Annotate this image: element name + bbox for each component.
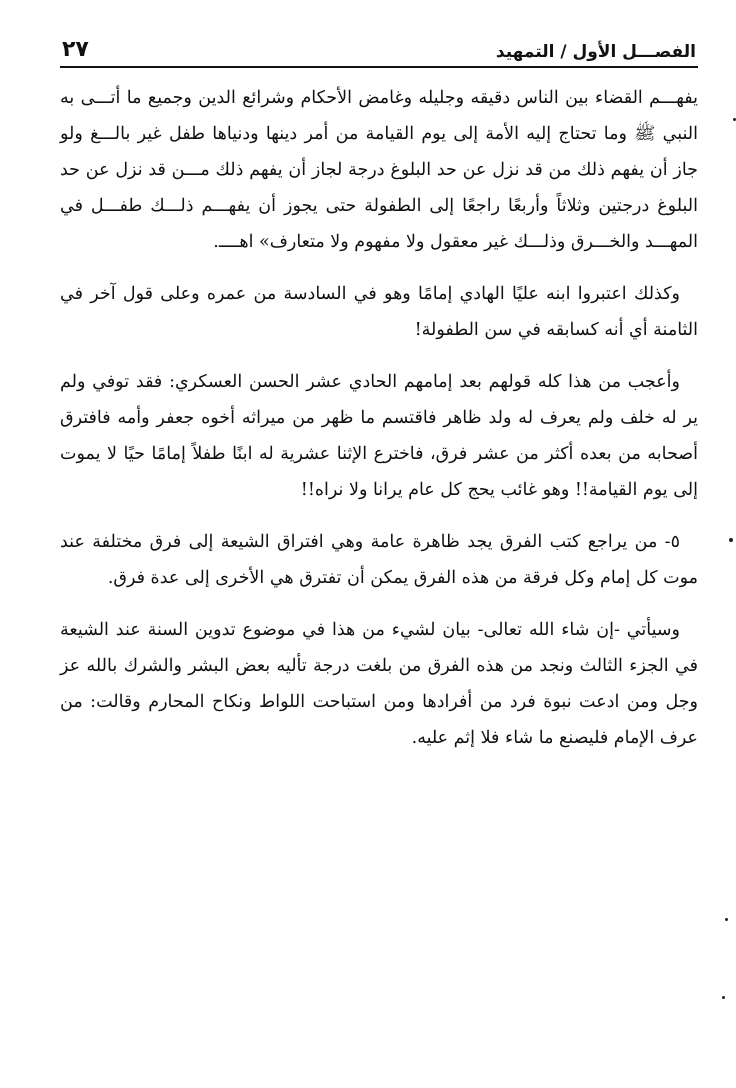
running-head: الفصـــل الأول / التمهيد [495, 42, 696, 62]
paragraph-1: يفهـــم القضاء بين الناس دقيقه وجليله وغامض الأحكام وشرائع الدين وجميع ما أتـــى به النبي ﷺ وما تحتاج إليه الأمة إلى يوم القيامة من أمر دينها ودنياها طفل غير بالـــغ ولو جاز أن يفهم ذلك من قد نزل عن حد البلوغ درجة لجاز أن يفهم ذلك مـــن قد نزل عن حد البلوغ درجتين وثلاثاً وأربعًا راجعًا إلى الطفولة حتى يجوز أن يفهـــم ذلـــك طفـــل في المهـــد والخـــرق وذلـــك غير معقول ولا مفهوم ولا متعارف» اهــــ. [60, 88, 698, 252]
paragraph-5: وسيأتي -إن شاء الله تعالى- بيان لشيء من هذا في موضوع تدوين السنة عند الشيعة في الجزء الثالث ونجد من هذه الفرق من بلغت درجة تأليه بعض البشر والشرك بالله عز وجل ومن ادعت نبوة فرد من أفرادها ومن استباحت اللواط ونكاح المحارم وقالت: من عرف الإمام فليصنع ما شاء فلا إثم عليه. [60, 620, 698, 748]
scan-speck [729, 538, 733, 542]
page-header [60, 28, 698, 68]
page-number: ٢٧ [62, 37, 89, 62]
book-page [60, 28, 698, 756]
scan-speck [725, 918, 728, 921]
scan-speck [722, 996, 725, 999]
paragraph-3: وأعجب من هذا كله قولهم بعد إمامهم الحادي عشر الحسن العسكري: فقد توفي ولم ير له خلف ولم يعرف له ولد ظاهر فاقتسم ما ظهر من ميراثه أخوه جعفر وأمه فافترق أصحابه من بعده أكثر من عشر فرق، فاخترع الإثنا عشرية له ابنًا طفلاً إمامًا حيًا لا يموت إلى يوم القيامة!! وهو غائب يحج كل عام يرانا ولا نراه!! [60, 372, 698, 500]
paragraph-2: وكذلك اعتبروا ابنه عليًا الهادي إمامًا وهو في السادسة من عمره وعلى قول آخر في الثامنة أي أنه كسابقه في سن الطفولة! [60, 284, 698, 340]
page-body [60, 80, 698, 756]
paragraph-4: ٥- من يراجع كتب الفرق يجد ظاهرة عامة وهي افتراق الشيعة إلى فرق مختلفة عند موت كل إمام وكل فرقة من هذه الفرق يمكن أن تفترق هي الأخرى إلى عدة فرق. [60, 532, 698, 588]
